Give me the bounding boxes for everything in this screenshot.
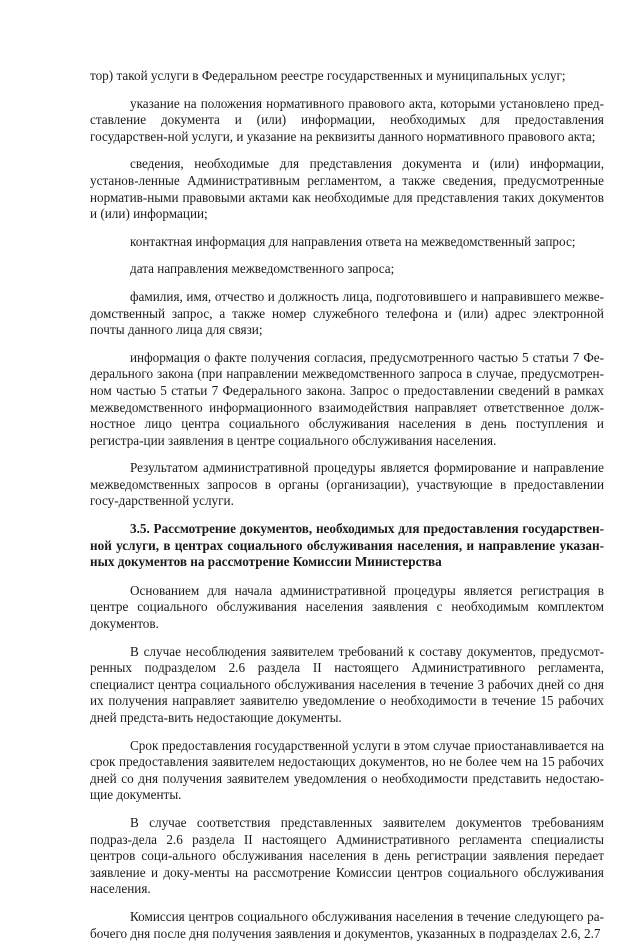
paragraph-procedure-basis: Основанием для начала административной процедуры является регистрация в центре социального обслуживания населения заявления с необходимым комплектом документов. xyxy=(90,582,604,632)
paragraph-responsible-person: фамилия, имя, отчество и должность лица, подготовившего и направившего межве-домственный запрос, а также номер служебного телефона и (или) адрес электронной почты данного лица для связи; xyxy=(90,288,604,338)
paragraph-contact-info: контактная информация для направления ответа на межведомственный запрос; xyxy=(130,233,576,249)
paragraph-continuation: тор) такой услуги в Федеральном реестре государственных и муниципальных услуг; xyxy=(90,68,566,83)
paragraph-normative-act: указание на положения нормативного правового акта, которыми установлено пред-ставление документа и (или) информации, необходимых для предоставления государствен-ной услуги, и указание на реквизиты данного нормативного правового акта; xyxy=(90,95,604,144)
paragraph-consent-info: информация о факте получения согласия, предусмотренного частью 5 статьи 7 Фе-дерального закона (при направлении межведомственного запроса в случае, предусмотрен-ном частью 5 статьи 7 Федерального закона. Запрос о предоставлении сведений в рамках межведомственного информационного взаимодействия направляет ответственное долж-ностное лицо центра социального обслуживания населения в день поступления и регистра-ции заявления в центре социального обслуживания населения. xyxy=(90,349,604,448)
paragraph-procedure-result: Результатом административной процедуры является формирование и направление межведомственных запросов в органы (организации), участвующие в предоставлении госу-дарственной услуги. xyxy=(90,460,604,509)
paragraph-suspension: Срок предоставления государственной услуги в этом случае приостанавливается на срок предоставления заявителем недостающих документов, но не более чем на 15 рабочих дней со дня получения заявителем уведомления о необходимости представить недостаю-щие документы. xyxy=(90,737,604,803)
paragraph-compliance: В случае соответствия представленных заявителем документов требованиям подраз-дела 2.6 раздела II настоящего Административного регламента специалисты центров соци-ального обслуживания населения в день регистрации заявления передает заявление и доку-менты на рассмотрение Комиссии центров социального обслуживания населения. xyxy=(90,814,604,897)
section-heading: 3.5. Рассмотрение документов, необходимых для предоставления государствен-ной услуги, в центрах социального обслуживания населения, и направление указан-ных документов на рассмотрение Комиссии Министерства xyxy=(90,521,604,570)
paragraph-required-info: сведения, необходимые для представления документа и (или) информации, установ-ленные Административным регламентом, а также сведения, предусмотренные норматив-ными правовыми актами как необходимые для представления таких документов и (или) информации; xyxy=(90,156,604,222)
paragraph-noncompliance: В случае несоблюдения заявителем требований к составу документов, предусмот-ренных подразделом 2.6 раздела II настоящего Административного регламента, специалист центра социального обслуживания населения в течение 3 рабочих дней со дня их получения направляет заявителю уведомление о необходимости в течение 15 рабочих дней предста-вить недостающие документы. xyxy=(90,643,604,725)
paragraph-request-date: дата направления межведомственного запроса; xyxy=(130,261,395,277)
paragraph-commission: Комиссия центров социального обслуживания населения в течение следующего ра-бочего дня после дня получения заявления и документов, указанных в подразделах 2.6, 2.7 xyxy=(90,908,604,941)
